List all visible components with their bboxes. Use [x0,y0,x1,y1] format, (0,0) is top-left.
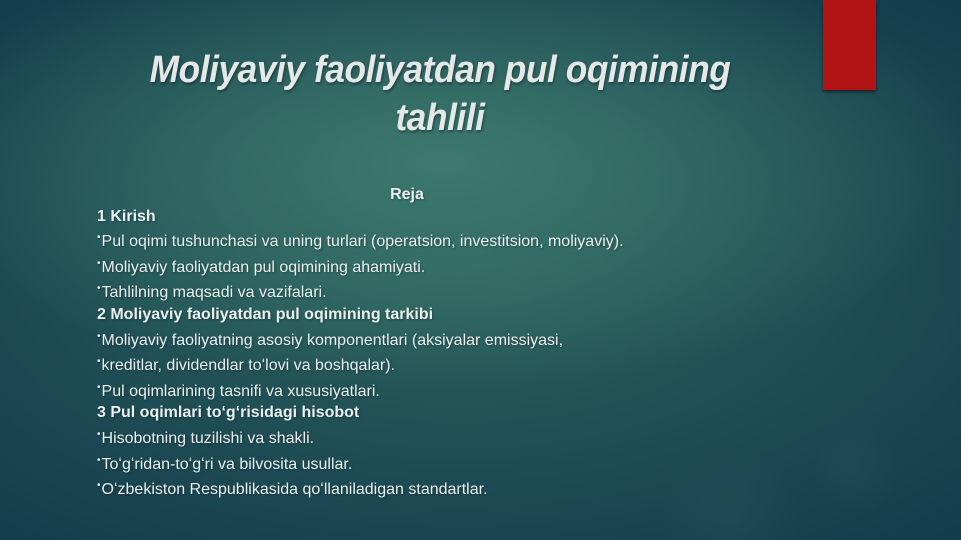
agenda-line [97,326,717,352]
agenda-line-text: Pul oqimlarining tasnifi va xususiyatlari. [101,382,380,400]
agenda-line [97,475,717,501]
agenda-line-text: Toʻgʻridan-toʻgʻri va bilvosita usullar. [101,455,353,473]
agenda-line-text: 3 Pul oqimlari toʻgʻrisidagi hisobot [97,404,360,422]
agenda-line [97,450,717,476]
agenda-line-text: Oʻzbekiston Respublikasida qoʻllaniladigan standartlar. [101,481,488,499]
bullet-dot: • [97,257,101,269]
agenda-line-text: Pul oqimi tushunchasi va uning turlari (operatsion, investitsion, moliyaviy). [101,233,624,251]
agenda-line [97,351,717,377]
bullet-dot: • [97,283,101,295]
bullet-dot: • [97,330,101,342]
agenda-line [97,402,717,424]
agenda-line [97,227,717,253]
agenda-line-text: Tahlilning maqsadi va vazifalari. [101,284,327,302]
slide-title-line-2: tahlili [395,97,485,139]
agenda-line [97,253,717,279]
agenda-line-text: Moliyaviy faoliyatning asosiy komponentlari (aksiyalar emissiyasi, [101,331,564,349]
bullet-dot: • [97,381,101,393]
agenda-heading: Reja [390,186,424,203]
agenda-list [97,206,717,501]
agenda-line-text: kreditlar, dividendlar toʻlovi va boshqalar). [101,357,395,375]
agenda-line-text: 1 Kirish [97,207,156,225]
agenda-line [97,304,717,326]
agenda-line [97,206,717,228]
bullet-dot: • [97,480,101,492]
bullet-dot: • [97,454,101,466]
slide-title [68,46,812,142]
bullet-dot: • [97,428,101,440]
agenda-line-text: Hisobotning tuzilishi va shakli. [101,429,315,447]
agenda-line [97,278,717,304]
bullet-dot: • [97,356,101,368]
agenda-line [97,377,717,403]
agenda-line-text: Moliyaviy faoliyatdan pul oqimining ahamiyati. [101,258,426,276]
accent-rectangle [823,0,876,90]
slide-title-line-1: Moliyaviy faoliyatdan pul oqimining [149,49,731,91]
agenda-line [97,424,717,450]
bullet-dot: • [97,232,101,244]
agenda-line-text: 2 Moliyaviy faoliyatdan pul oqimining tarkibi [97,305,434,323]
agenda [97,184,717,501]
